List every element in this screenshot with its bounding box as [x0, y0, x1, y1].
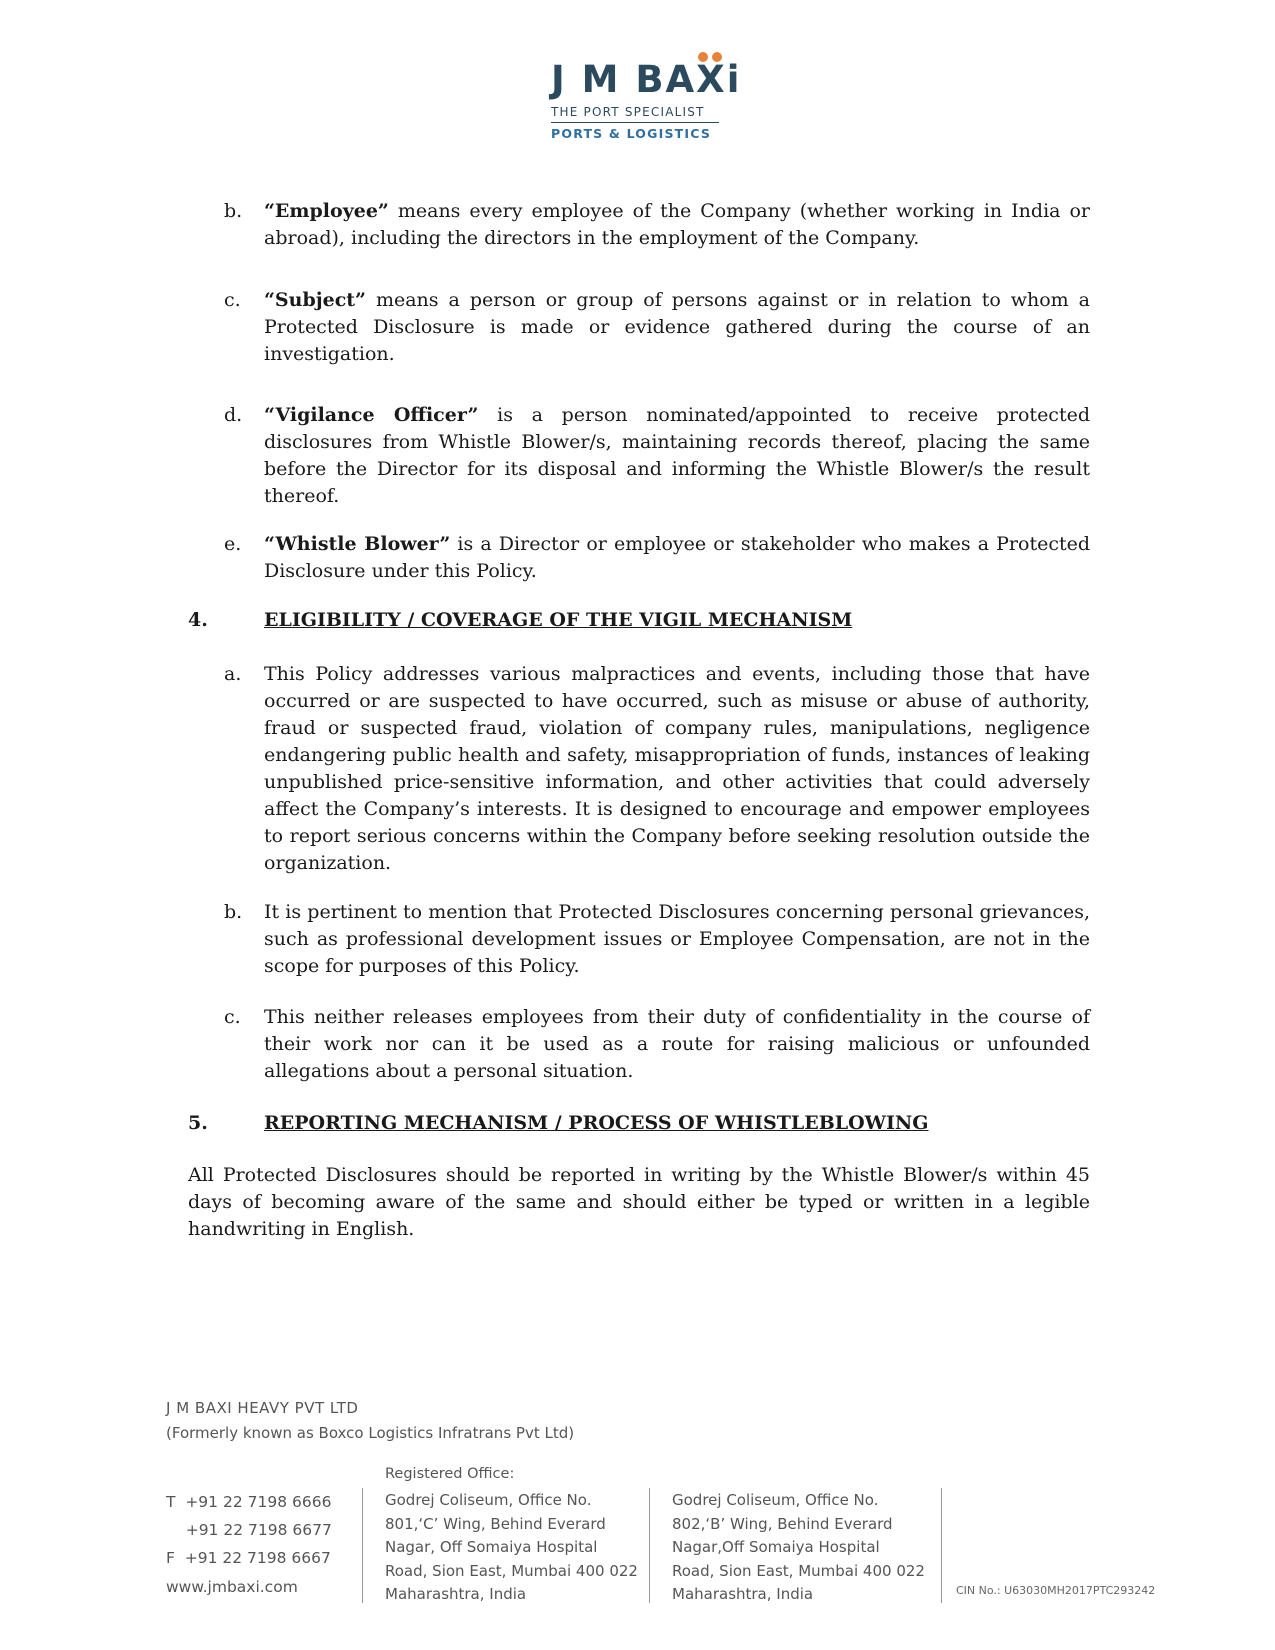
- footer-contact-numbers: [166, 1488, 332, 1572]
- definition-text: [264, 287, 1090, 368]
- address-line: 802,‘B’ Wing, Behind Everard: [672, 1514, 893, 1533]
- list-marker: e.: [224, 533, 242, 555]
- list-marker: c.: [224, 1006, 241, 1028]
- footer-registered-office-label: Registered Office:: [385, 1466, 515, 1482]
- address-line: Maharashtra, India: [672, 1585, 814, 1603]
- address-line: Road, Sion East, Mumbai 400 022: [385, 1561, 638, 1580]
- logo-wordmark: J M BAXi: [551, 58, 742, 101]
- list-marker: d.: [224, 404, 243, 426]
- definition-body: means every employee of the Company (whether working in India or abroad), including the directors in the employment of the Company.: [264, 200, 1090, 249]
- footer-cin-number: CIN No.: U63030MH2017PTC293242: [956, 1584, 1156, 1597]
- definition-text: [264, 402, 1090, 510]
- section-4-item-b: [224, 899, 1090, 980]
- footer-divider: [362, 1488, 363, 1603]
- footer-phone-1: T +91 22 7198 6666: [166, 1493, 332, 1511]
- section-number: 5.: [188, 1112, 208, 1134]
- address-line: Road, Sion East, Mumbai 400 022: [672, 1561, 925, 1580]
- item-text: It is pertinent to mention that Protected Disclosures concerning personal grievances, such as professional development issues or Employee Compensation, are not in the scope for purposes of this Policy.: [264, 901, 1090, 977]
- defined-term: “Vigilance Officer”: [264, 404, 479, 426]
- list-marker: b.: [224, 901, 243, 923]
- address-line: Godrej Coliseum, Office No.: [672, 1491, 879, 1509]
- definition-whistle-blower: [224, 531, 1090, 585]
- footer-address-2: [672, 1489, 925, 1607]
- list-marker: b.: [224, 200, 243, 222]
- definition-text: [264, 198, 1090, 252]
- logo-subtitle: PORTS & LOGISTICS: [551, 126, 712, 141]
- defined-term: “Employee”: [264, 200, 389, 222]
- section-5-paragraph: All Protected Disclosures should be reported in writing by the Whistle Blower/s within 45 days of becoming aware of the same and should either be typed or written in a legible handwriting in English.: [188, 1164, 1090, 1240]
- footer-fax: F +91 22 7198 6667: [166, 1549, 331, 1567]
- address-line: 801,‘C’ Wing, Behind Everard: [385, 1514, 606, 1533]
- defined-term: “Whistle Blower”: [264, 533, 451, 555]
- footer-former-name: (Formerly known as Boxco Logistics Infratrans Pvt Ltd): [166, 1424, 575, 1442]
- footer-company-name: J M BAXI HEAVY PVT LTD: [166, 1399, 359, 1417]
- section-title: ELIGIBILITY / COVERAGE OF THE VIGIL MECHANISM: [264, 609, 853, 631]
- footer-address-1: [385, 1489, 638, 1607]
- definition-text: [264, 531, 1090, 585]
- definition-subject: [224, 287, 1090, 368]
- list-marker: c.: [224, 289, 241, 311]
- company-logo: [549, 48, 742, 143]
- address-line: Maharashtra, India: [385, 1585, 527, 1603]
- defined-term: “Subject”: [264, 289, 366, 311]
- definition-body: is a Director or employee or stakeholder who makes a Protected Disclosure under this Policy.: [264, 533, 1091, 582]
- item-text: This Policy addresses various malpractices and events, including those that have occurred or are suspected to have occurred, such as misuse or abuse of authority, fraud or suspected fraud, violation of company rules, manipulations, negligence endangering public health and safety, misappropriation of funds, instances of leaking unpublished price-sensitive information, and other activities that could adversely affect the Company’s interests. It is designed to encourage and empower employees to report serious concerns within the Company before seeking resolution outside the organization.: [264, 663, 1090, 874]
- definition-vigilance-officer: [224, 402, 1090, 510]
- address-line: Godrej Coliseum, Office No.: [385, 1491, 592, 1509]
- footer-website-link[interactable]: www.jmbaxi.com: [166, 1578, 298, 1596]
- definition-body: means a person or group of persons against or in relation to whom a Protected Disclosure is made or evidence gathered during the course of an investigation.: [264, 289, 1090, 365]
- section-4-item-a: [224, 661, 1090, 877]
- address-line: Nagar, Off Somaiya Hospital: [385, 1538, 598, 1556]
- footer-phone-2: +91 22 7198 6677: [166, 1521, 332, 1539]
- definition-employee: [224, 198, 1090, 252]
- footer-divider: [941, 1488, 942, 1603]
- footer-divider: [649, 1488, 650, 1603]
- logo-divider: [551, 122, 719, 123]
- item-text: This neither releases employees from their duty of confidentiality in the course of their work nor can it be used as a route for raising malicious or unfounded allegations about a personal situation.: [264, 1006, 1090, 1082]
- definition-body: is a person nominated/appointed to receive protected disclosures from Whistle Blower/s, maintaining records thereof, placing the same before the Director for its disposal and informing the Whistle Blower/s the result thereof.: [264, 404, 1090, 507]
- logo-tagline: THE PORT SPECIALIST: [551, 105, 705, 119]
- address-line: Nagar,Off Somaiya Hospital: [672, 1538, 880, 1556]
- section-number: 4.: [188, 609, 208, 631]
- section-title: REPORTING MECHANISM / PROCESS OF WHISTLEBLOWING: [264, 1112, 929, 1134]
- list-marker: a.: [224, 663, 242, 685]
- section-4-item-c: [224, 1004, 1090, 1085]
